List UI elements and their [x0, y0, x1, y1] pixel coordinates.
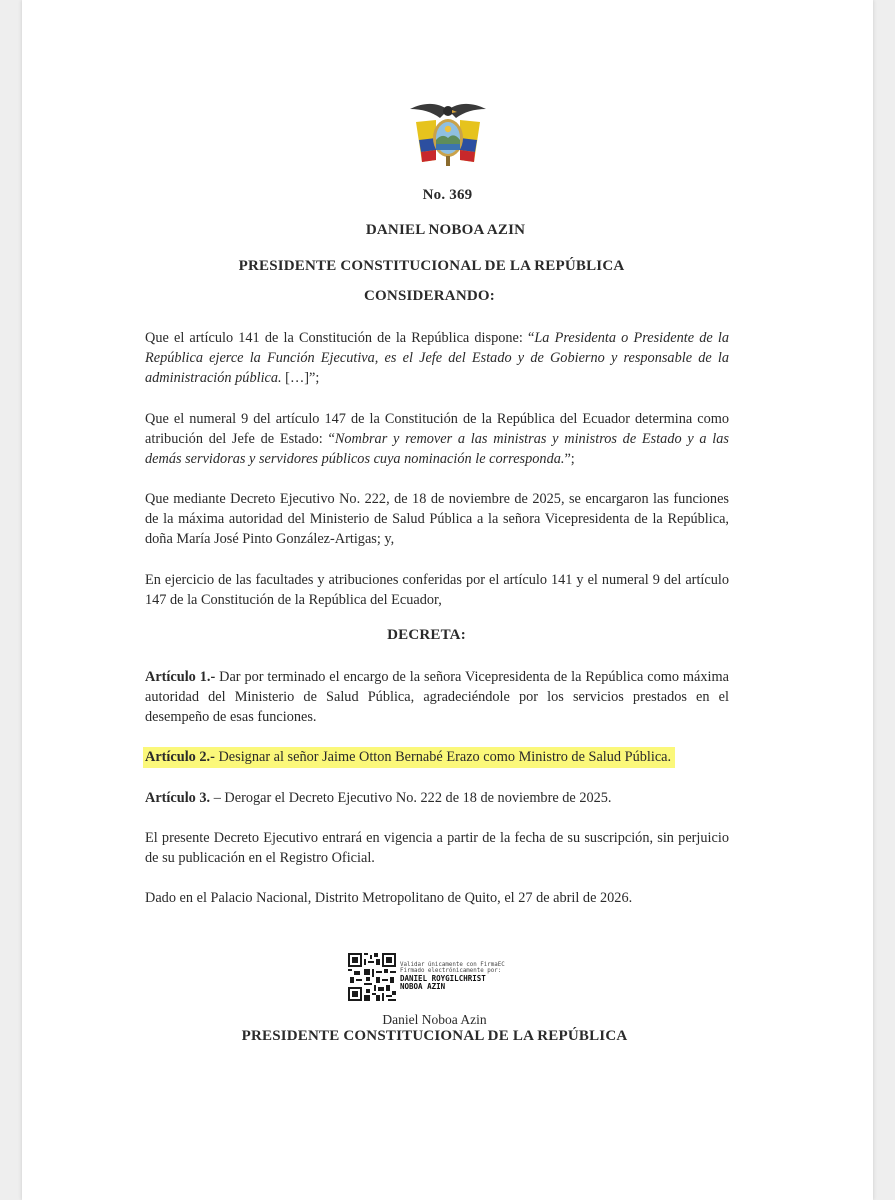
closing-effective: El presente Decreto Ejecutivo entrará en vigencia a partir de la fecha de su suscripción, sin perjuicio de su publicación en el Registro Oficial.: [145, 830, 729, 866]
article-label: Artículo 3.: [145, 790, 211, 806]
signature-stamp-name-2: NOBOA AZIN: [400, 982, 446, 991]
consideration-3: Que mediante Decreto Ejecutivo No. 222, de 18 de noviembre de 2025, se encargaron las funciones de la máxima autoridad del Ministerio de Salud Pública a la señora Vicepresidenta de la República, doña María José Pinto González-Artigas; y,: [145, 491, 729, 547]
signature-stamp-name-1: DANIEL ROYGILCHRIST: [400, 974, 486, 983]
consideration-4: En ejercicio de las facultades y atribuciones conferidas por el artículo 141 y el numeral 9 del artículo 147 de la Constitución de la República del Ecuador,: [145, 572, 729, 608]
signer-title: PRESIDENTE CONSTITUCIONAL DE LA REPÚBLICA: [238, 258, 625, 274]
coat-of-arms-icon: [402, 100, 494, 170]
considering-heading: CONSIDERANDO:: [364, 288, 495, 304]
consideration-1: Que el artículo 141 de la Constitución de la República dispone: “La Presidenta o Presidente de la República ejerce la Función Ejecutiva, es el Jefe del Estado y de Gobierno y responsable de la administración pública. […]”;: [145, 330, 729, 386]
highlighted-article: Artículo 2.- Designar al señor Jaime Otton Bernabé Erazo como Ministro de Salud Pública.: [143, 747, 675, 768]
decree-number: No. 369: [422, 187, 473, 203]
qr-code-icon: [348, 953, 396, 1001]
signer-name: DANIEL NOBOA AZIN: [365, 222, 526, 238]
article-label: Artículo 2.-: [145, 749, 215, 765]
signature-stamp-line-1: Validar únicamente con FirmaEC: [400, 962, 505, 968]
article-label: Artículo 1.-: [145, 669, 216, 685]
consideration-2: Que el numeral 9 del artículo 147 de la Constitución de la República del Ecuador determina como atribución del Jefe de Estado: “Nombrar y remover a las ministras y ministros de Estado y a las demás servidoras y servidores públicos cuya nominación le corresponda.”;: [145, 411, 729, 467]
article-3: Artículo 3. – Derogar el Decreto Ejecutivo No. 222 de 18 de noviembre de 2025.: [145, 790, 612, 806]
article-2: [145, 747, 729, 767]
printed-signer-name: Daniel Noboa Azin: [382, 1012, 487, 1027]
printed-signer-title: PRESIDENTE CONSTITUCIONAL DE LA REPÚBLICA: [241, 1028, 628, 1044]
closing-given-at: Dado en el Palacio Nacional, Distrito Metropolitano de Quito, el 27 de abril de 2026.: [145, 890, 633, 906]
decrees-heading: DECRETA:: [387, 627, 466, 643]
article-1: Artículo 1.- Dar por terminado el encargo de la señora Vicepresidenta de la República como máxima autoridad del Ministerio de Salud Pública, agradeciéndole por los servicios prestados en el desempeño de esas funciones.: [145, 669, 729, 725]
signature-stamp-line-2: Firmado electrónicamente por:: [400, 968, 502, 974]
document-page: [22, 0, 873, 1200]
